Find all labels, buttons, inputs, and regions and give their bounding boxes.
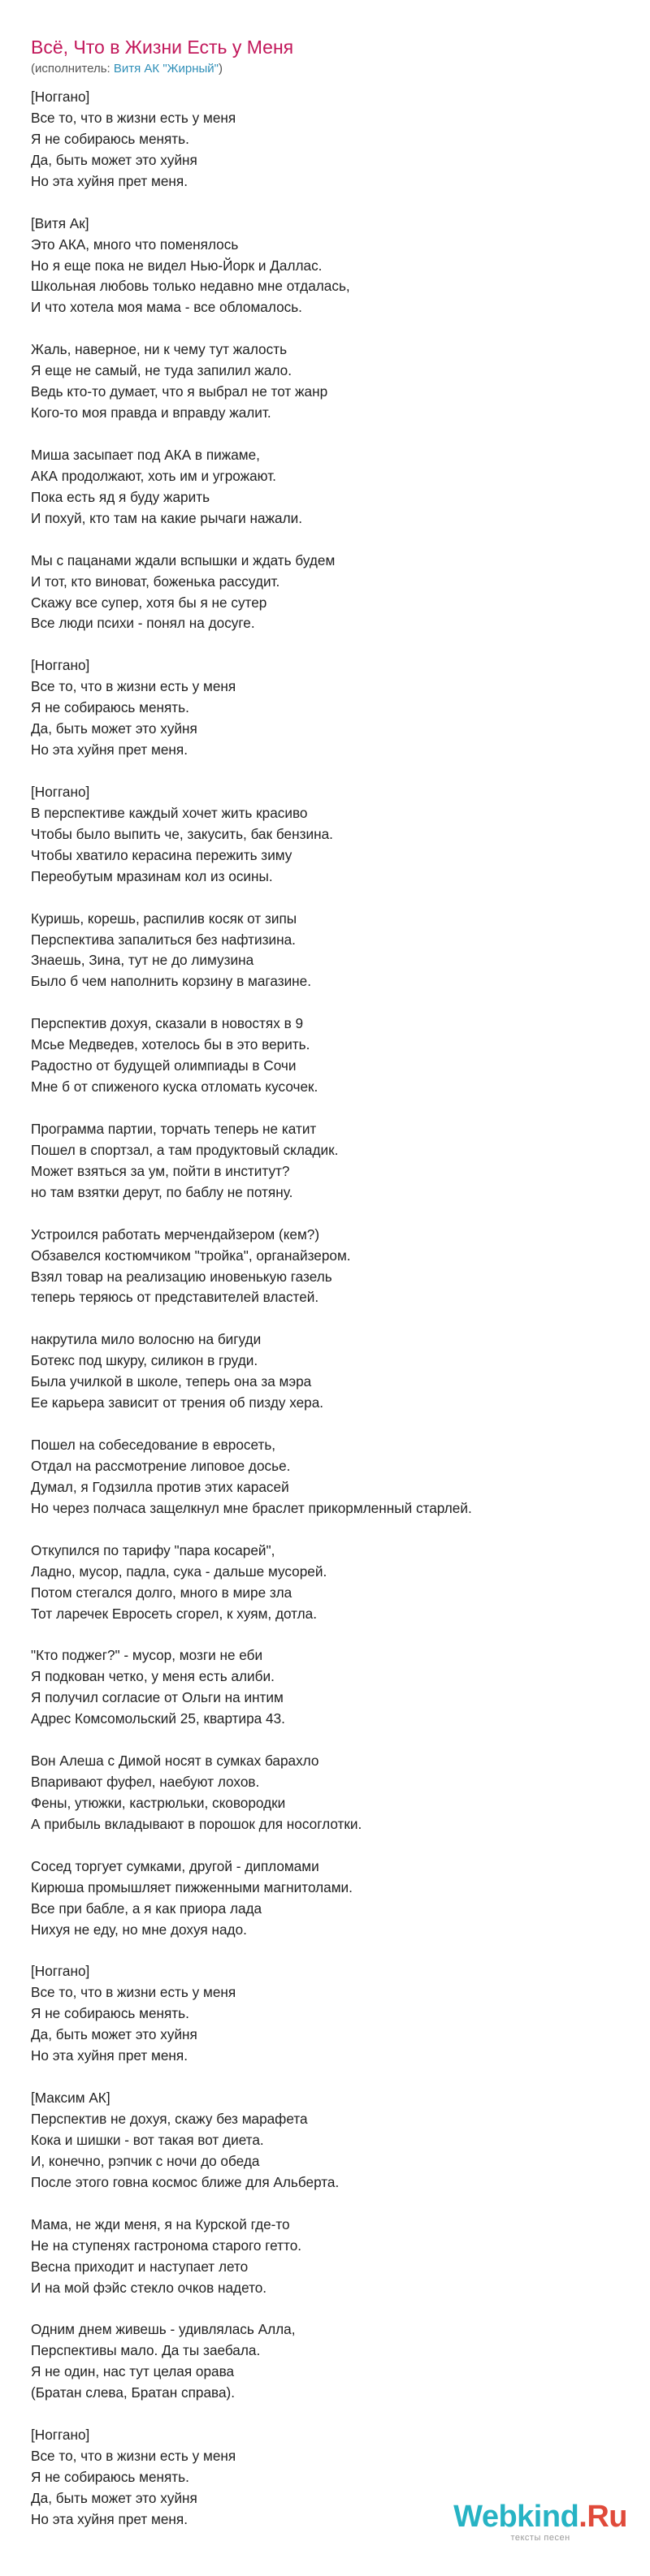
lyric-line: Откупился по тарифу "пара косарей",	[31, 1541, 275, 1558]
lyric-line: Ботекс под шкуру, силикон в груди.	[31, 1352, 258, 1369]
lyric-line: И, конечно, рэпчик с ночи до обеда	[31, 2152, 260, 2169]
lyric-line: Перспектив дохуя, сказали в новостях в 9	[31, 1015, 304, 1032]
stanza	[31, 1435, 632, 1519]
lyric-line: Переобутым мразинам кол из осины.	[31, 867, 273, 884]
lyric-line: Кока и шишки - вот такая вот диета.	[31, 2131, 264, 2148]
logo-suffix-text: .Ru	[578, 2500, 627, 2534]
lyric-line: Устроился работать мерчендайзером (кем?)	[31, 1225, 320, 1243]
lyric-line: Все люди психи - понял на досуге.	[31, 615, 255, 632]
lyric-line: После этого говна космос ближе для Альберта.	[31, 2173, 340, 2190]
lyric-line: Взял товар на реализацию иновенькую газель	[31, 1268, 332, 1285]
lyric-line: И похуй, кто там на какие рычаги нажали.	[31, 509, 303, 526]
lyric-line: Да, быть может это хуйня	[31, 2026, 197, 2043]
lyric-line: Да, быть может это хуйня	[31, 720, 197, 737]
lyric-line: Фены, утюжки, кастрюльки, сковородки	[31, 1794, 286, 1811]
site-logo[interactable]	[453, 2500, 627, 2543]
lyric-line: Миша засыпает под АКА в пижаме,	[31, 446, 260, 463]
lyric-line: [Ноггано]	[31, 89, 90, 105]
lyric-line: Думал, я Годзилла против этих карасей	[31, 1478, 289, 1495]
lyric-line: Кого-то моя правда и вправду жалит.	[31, 404, 271, 421]
lyric-line: И что хотела моя мама - все обломалось.	[31, 299, 302, 316]
performer-suffix: )	[219, 62, 223, 76]
lyric-line: Перспективы мало. Да ты заебала.	[31, 2342, 261, 2359]
logo-tagline: тексты песен	[510, 2533, 570, 2543]
lyric-line: И на мой фэйс стекло очков надето.	[31, 2279, 267, 2296]
lyric-line: Нихуя не еду, но мне дохуя надо.	[31, 1921, 247, 1938]
stanza	[31, 655, 632, 761]
logo-main-text: Webkind	[453, 2500, 579, 2534]
lyric-line: [Ноггано]	[31, 783, 90, 800]
lyric-line: Но я еще пока не видел Нью-Йорк и Даллас.	[31, 257, 323, 274]
lyric-line: Это АКА, много что поменялось	[31, 236, 239, 253]
lyric-line: накрутила мило волосню на бигуди	[31, 1331, 262, 1348]
lyric-line: Но эта хуйня прет меня.	[31, 741, 188, 759]
lyric-line: Я не собираюсь менять.	[31, 2005, 189, 2022]
lyric-line: [Ноггано]	[31, 1963, 90, 1980]
lyric-line: Жаль, наверное, ни к чему тут жалость	[31, 341, 288, 358]
lyric-line: Куришь, корешь, распилив косяк от зипы	[31, 910, 297, 927]
lyric-line: Но эта хуйня прет меня.	[31, 2510, 188, 2527]
stanza	[31, 1856, 632, 1941]
lyric-line: Мы с пацанами ждали вспышки и ждать будем	[31, 551, 336, 568]
lyric-line: Ее карьера зависит от трения об пизду хера.	[31, 1394, 324, 1411]
lyric-line: Я получил согласие от Ольги на интим	[31, 1689, 284, 1706]
song-title: Всё, Что в Жизни Есть у Меня	[31, 37, 294, 58]
lyric-line: Мне б от спиженого куска отломать кусочек.	[31, 1078, 318, 1096]
stanza	[31, 1014, 632, 1098]
lyric-line: А прибыль вкладывают в порошок для носоглотки.	[31, 1815, 362, 1832]
lyric-line: (Братан слева, Братан справа).	[31, 2384, 236, 2401]
lyric-line: "Кто поджег?" - мусор, мозги не еби	[31, 1647, 263, 1664]
lyric-line: Ведь кто-то думает, что я выбрал не тот жанр	[31, 383, 328, 400]
lyric-line: Все то, что в жизни есть у меня	[31, 109, 236, 126]
performer-link[interactable]: Витя АК "Жирный"	[113, 62, 219, 76]
lyric-line: Кирюша промышляет пижженными магнитолами.	[31, 1878, 353, 1895]
stanza	[31, 1119, 632, 1204]
lyric-line: Все то, что в жизни есть у меня	[31, 678, 236, 695]
performer-line	[31, 61, 632, 77]
lyric-line: Отдал на рассмотрение липовое досье.	[31, 1457, 291, 1474]
lyric-line: АКА продолжают, хоть им и угрожают.	[31, 467, 276, 484]
lyric-line: Сосед торгует сумками, другой - дипломами	[31, 1857, 319, 1874]
lyric-line: Но эта хуйня прет меня.	[31, 2047, 188, 2064]
lyric-line: Школьная любовь только недавно мне отдалась,	[31, 278, 350, 295]
lyric-line: Ладно, мусор, падла, сука - дальше мусорей.	[31, 1562, 327, 1580]
lyric-line: Программа партии, торчать теперь не катит	[31, 1120, 317, 1137]
lyric-line: Я не собираюсь менять.	[31, 130, 189, 147]
lyric-line: Я не собираюсь менять.	[31, 2468, 189, 2485]
lyric-line: Я еще не самый, не туда запилил жало.	[31, 362, 292, 379]
lyric-line: Все то, что в жизни есть у меня	[31, 2448, 236, 2464]
lyric-line: В перспективе каждый хочет жить красиво	[31, 804, 308, 821]
lyric-line: Я не один, нас тут целая орава	[31, 2363, 235, 2380]
stanza	[31, 2088, 632, 2193]
lyric-line: Но эта хуйня прет меня.	[31, 172, 188, 189]
lyric-line: Адрес Комсомольский 25, квартира 43.	[31, 1710, 285, 1727]
stanza	[31, 909, 632, 993]
stanza	[31, 782, 632, 888]
stanza	[31, 1225, 632, 1309]
stanza	[31, 551, 632, 635]
lyric-line: Мама, не жди меня, я на Курской где-то	[31, 2215, 290, 2232]
lyric-line: Была училкой в школе, теперь она за мэра	[31, 1373, 312, 1390]
stanza	[31, 1541, 632, 1625]
stanza	[31, 1961, 632, 2067]
lyric-line: [Ноггано]	[31, 657, 90, 674]
lyric-line: Потом стегался долго, много в мире зла	[31, 1584, 292, 1601]
lyric-line: [Максим АК]	[31, 2090, 110, 2107]
lyric-line: Скажу все супер, хотя бы я не сутер	[31, 594, 267, 611]
lyric-line: Я не собираюсь менять.	[31, 699, 189, 716]
lyric-line: Чтобы хватило керасина пережить зиму	[31, 846, 292, 863]
stanza	[31, 2215, 632, 2299]
lyric-line: Да, быть может это хуйня	[31, 151, 197, 168]
lyric-line: Перспектив не дохуя, скажу без марафета	[31, 2111, 308, 2127]
stanza	[31, 2319, 632, 2404]
lyric-line: И тот, кто виноват, боженька рассудит.	[31, 573, 280, 590]
lyric-line: Одним днем живешь - удивлялась Алла,	[31, 2321, 296, 2338]
lyric-line: Может взяться за ум, пойти в институт?	[31, 1162, 290, 1179]
lyric-line: теперь теряюсь от представителей властей.	[31, 1289, 319, 1306]
stanza	[31, 1751, 632, 1835]
lyrics-page	[31, 0, 632, 2531]
lyric-line: Пошел в спортзал, а там продуктовый складик.	[31, 1141, 339, 1158]
lyric-line: Чтобы было выпить че, закусить, бак бензина.	[31, 825, 333, 842]
lyric-line: Я подкован четко, у меня есть алиби.	[31, 1668, 275, 1685]
lyrics-body	[31, 87, 632, 2531]
lyric-line: Пошел на собеседование в евросеть,	[31, 1437, 276, 1453]
stanza	[31, 1329, 632, 1414]
lyric-line: Не на ступенях гастронома старого гетто.	[31, 2237, 302, 2254]
lyric-line: Все при бабле, а я как приора лада	[31, 1900, 262, 1917]
logo-wordmark	[453, 2500, 627, 2533]
lyric-line: Весна приходит и наступает лето	[31, 2258, 249, 2275]
lyric-line: Радостно от будущей олимпиады в Сочи	[31, 1057, 297, 1074]
stanza	[31, 214, 632, 319]
lyric-line: Мсье Медведев, хотелось бы в это верить.	[31, 1036, 310, 1053]
lyric-line: но там взятки дерут, по баблу не потяну.	[31, 1183, 293, 1200]
lyric-line: Все то, что в жизни есть у меня	[31, 1984, 236, 2001]
lyric-line: Впаривают фуфел, наебуют лохов.	[31, 1774, 260, 1790]
lyric-line: Вон Алеша с Димой носят в сумках барахло	[31, 1753, 319, 1770]
lyric-line: Тот ларечек Евросеть сгорел, к хуям, дотла.	[31, 1605, 318, 1622]
stanza	[31, 339, 632, 424]
lyric-line: Обзавелся костюмчиком "тройка", органайзером.	[31, 1247, 351, 1264]
lyric-line: Перспектива запалиться без нафтизина.	[31, 931, 296, 948]
lyric-line: Знаешь, Зина, тут не до лимузина	[31, 952, 254, 969]
performer-prefix: (исполнитель:	[31, 62, 114, 76]
stanza	[31, 87, 632, 192]
lyric-line: [Ноггано]	[31, 2427, 90, 2444]
stanza	[31, 445, 632, 529]
lyric-line: Пока есть яд я буду жарить	[31, 488, 210, 505]
lyric-line: [Витя Ак]	[31, 214, 89, 231]
stanza	[31, 1645, 632, 1730]
lyric-line: Было б чем наполнить корзину в магазине.	[31, 973, 311, 990]
lyric-line: Но через полчаса защелкнул мне браслет прикормленный старлей.	[31, 1499, 472, 1516]
lyric-line: Да, быть может это хуйня	[31, 2489, 197, 2506]
